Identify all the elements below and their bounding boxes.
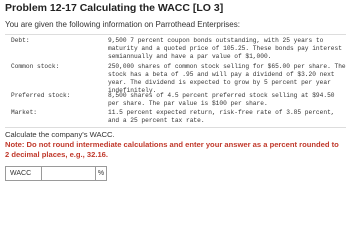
- problem-title: Problem 12-17 Calculating the WACC [LO 3]: [5, 2, 224, 14]
- wacc-label: WACC: [6, 167, 42, 180]
- wacc-input[interactable]: [42, 167, 95, 180]
- rounding-note: Note: Do not round intermediate calculations and enter your answer as a percent rounded to 2 decimal places, e.g., 32.16.: [5, 140, 339, 159]
- wacc-answer-row: [5, 166, 107, 181]
- info-divider-bottom: [5, 127, 346, 128]
- market-label: Market:: [11, 109, 37, 116]
- question-prompt: Calculate the company's WACC.: [5, 130, 115, 139]
- preferred-stock-label: Preferred stock:: [11, 92, 71, 99]
- problem-intro: You are given the following information on Parrothead Enterprises:: [5, 20, 240, 29]
- debt-text: 9,500 7 percent coupon bonds outstanding, with 25 years to maturity and a quoted price of 105.25. These bonds pay interest semiannually and have a par value of $1,000.: [108, 37, 342, 60]
- preferred-stock-text: 8,500 shares of 4.5 percent preferred stock selling at $94.50 per share. The par value is $100 per share.: [108, 92, 335, 107]
- debt-label: Debt:: [11, 37, 30, 44]
- market-text: 11.5 percent expected return, risk-free rate of 3.85 percent, and a 25 percent tax rate.: [108, 109, 335, 124]
- info-divider: [5, 34, 346, 35]
- common-stock-text: 250,000 shares of common stock selling for $65.00 per share. The stock has a beta of .95 and will pay a dividend of $3.20 next year. The dividend is expected to grow by 5 percent per year indefinitely.: [108, 63, 346, 94]
- common-stock-label: Common stock:: [11, 63, 60, 70]
- percent-unit: %: [95, 167, 106, 180]
